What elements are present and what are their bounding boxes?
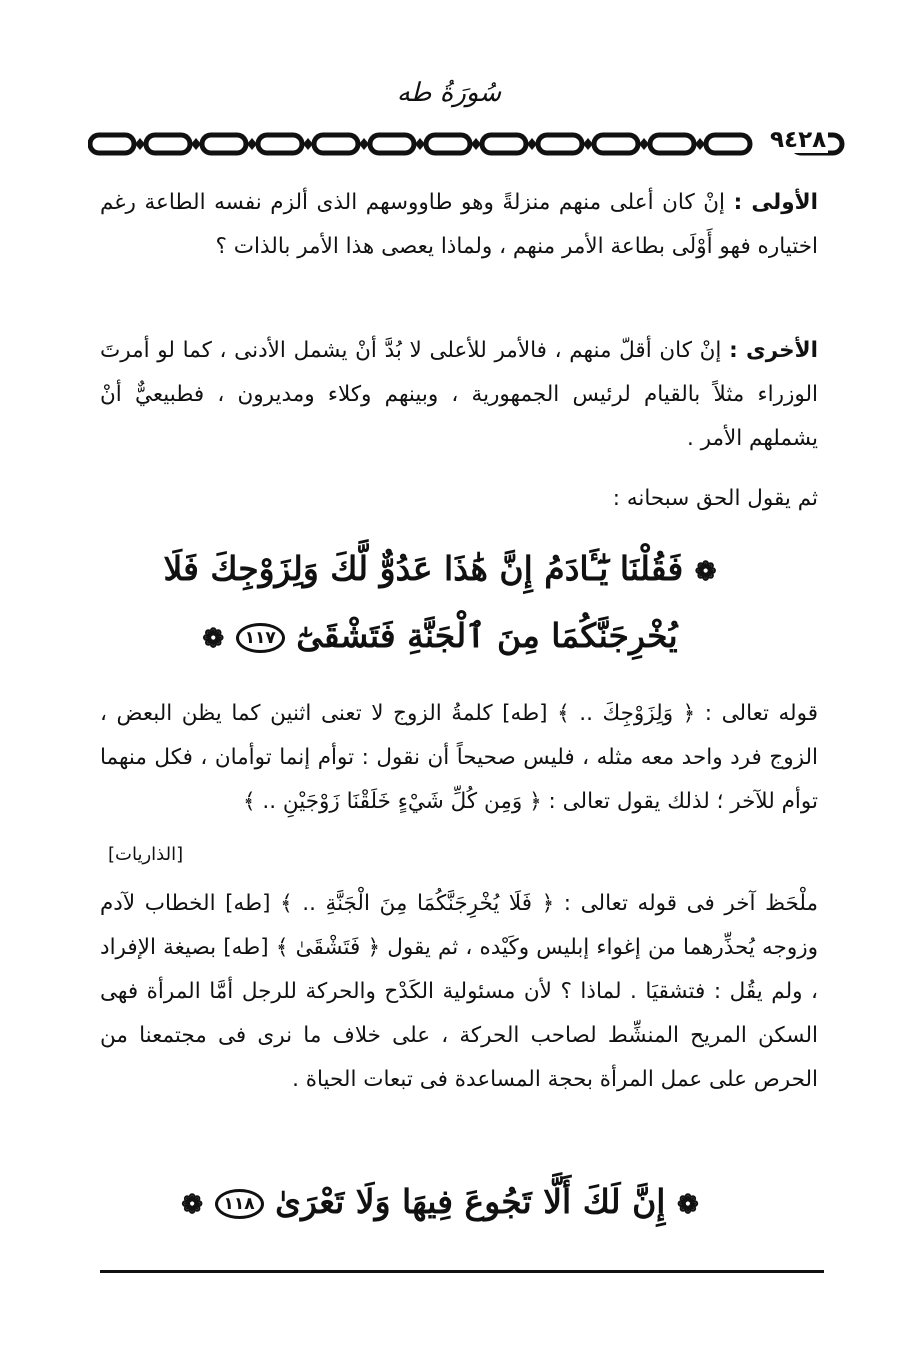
verse-open-ornament: ❁ xyxy=(694,557,717,587)
page-number: ٩٤٢٨ xyxy=(770,127,827,153)
verse-close-ornament: ❁ xyxy=(181,1190,204,1220)
paragraph-second-lead: الأخرى : xyxy=(729,338,818,363)
chain-ornament-graphic xyxy=(88,126,768,162)
verse-open-ornament: ❁ xyxy=(676,1190,699,1220)
verse-117-number: ١١٧ xyxy=(236,623,285,653)
footer-divider xyxy=(100,1270,824,1273)
sura-title: سُورَةُ طه xyxy=(396,78,502,108)
quran-verse-118 xyxy=(110,1170,770,1237)
paragraph-first xyxy=(100,181,818,269)
verse-118-text: إِنَّ لَكَ أَلَّا تَجُوعَ فِيهَا وَلَا تَعْرَىٰ xyxy=(275,1182,666,1221)
verse-close-ornament: ❁ xyxy=(202,624,225,654)
paragraph-intro: ثم يقول الحق سبحانه : xyxy=(612,486,818,511)
paragraph-first-lead: الأولى : xyxy=(733,190,818,215)
paragraph-second-text: إنْ كان أقلّ منهم ، فالأمر للأعلى لا بُدَّ أنْ يشمل الأدنى ، كما لو أمرتَ الوزراء مثلاً بالقيام لرئيس الجمهورية ، وبينهم وكلاء ومديرون ، فطبيعيٌّ أنْ يشملهم الأمر . xyxy=(100,338,818,451)
paragraph-zawj: قوله تعالى : ﴿ وَلِزَوْجِكَ .. ﴾ [طه] كلمةُ الزوج لا تعنى اثنين كما يظن البعض ، الزوج فرد واحد معه مثله ، فليس صحيحاً أن نقول : توأم إنما توأمان ، فكل منهما توأم للآخر ؛ لذلك يقول تعالى : ﴿ وَمِن كُلِّ شَيْءٍ خَلَقْنَا زَوْجَيْنِ .. ﴾ xyxy=(100,701,818,814)
paragraph-first-text: إنْ كان أعلى منهم منزلةً وهو طاووسهم الذى ألزم نفسه الطاعة رغم اختياره فهو أَوْلَى بطاعة الأمر منهم ، ولماذا يعصى هذا الأمر بالذات ؟ xyxy=(100,190,818,259)
verse-118-number: ١١٨ xyxy=(215,1189,264,1219)
paragraph-second xyxy=(100,329,818,461)
verse-117-text: فَقُلْنَا يَٰٓـَٔادَمُ إِنَّ هَٰذَا عَدُوٌّ لَّكَ وَلِزَوْجِكَ فَلَا يُخْرِجَنَّكُمَا مِنَ ٱلْجَنَّةِ فَتَشْقَىٰٓ xyxy=(163,549,684,655)
surah-reference-dhariyat: [الذاريات] xyxy=(108,844,184,865)
paragraph-mulhaz: ملْحَظ آخر فى قوله تعالى : ﴿ فَلَا يُخْرِجَنَّكُمَا مِنَ الْجَنَّةِ .. ﴾ [طه] الخطاب لآدم وزوجه يُحذِّرهما من إغواء إبليس وكَيْده ، ثم يقول ﴿ فَتَشْقَىٰ ﴾ [طه] بصيغة الإفراد ، ولم يقُل : فتشقيَا . لماذا ؟ لأن مسئولية الكَدْح والحركة للرجل أمَّا المرأة فهى السكن المريح المنشِّط لصاحب الحركة ، على خلاف ما نرى فى مجتمعنا من الحرص على عمل المرأة بحجة المساعدة فى تبعات الحياة . xyxy=(100,891,818,1092)
quran-verse-117 xyxy=(110,537,770,671)
chain-ornament xyxy=(88,126,848,162)
